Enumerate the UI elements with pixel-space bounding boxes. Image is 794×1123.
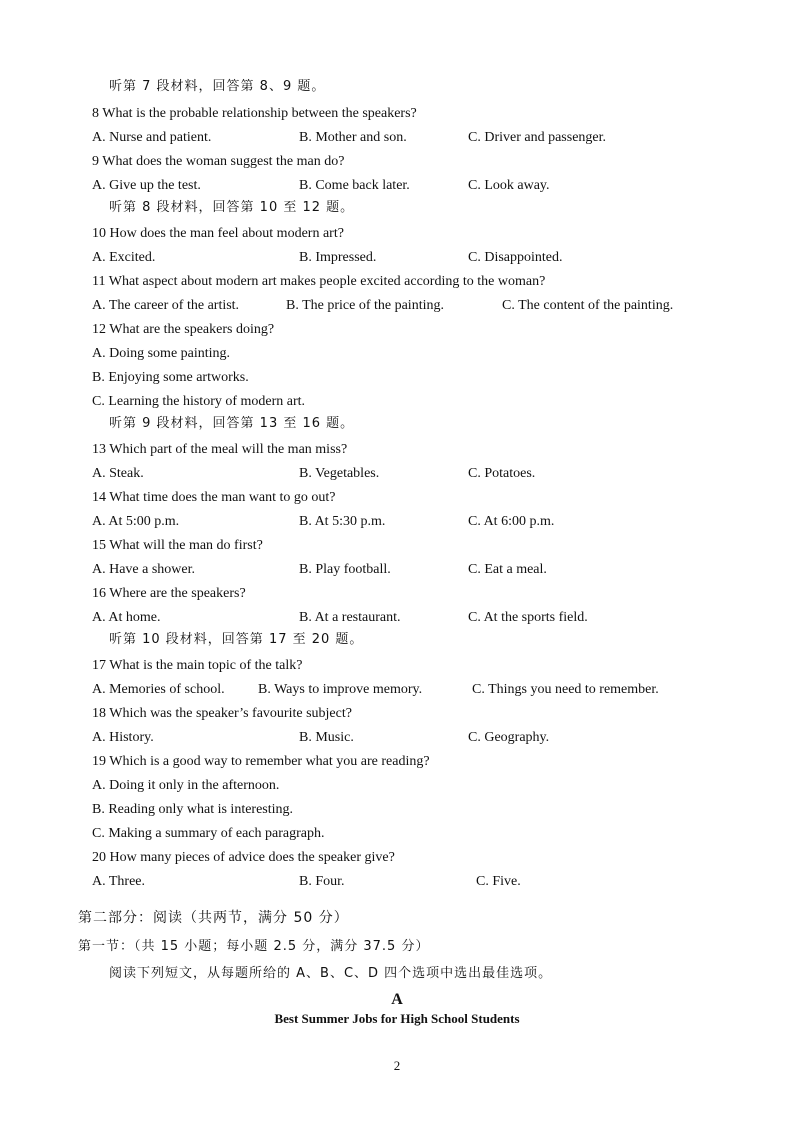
part-2-heading: 第二部分：阅读（共两节，满分 50 分） — [78, 910, 349, 926]
question-12-option-b: B. Enjoying some artworks. — [92, 370, 249, 385]
question-14-option-c: C. At 6:00 p.m. — [468, 514, 555, 529]
question-14-option-a: A. At 5:00 p.m. — [92, 514, 180, 529]
reading-instruction: 阅读下列短文，从每题所给的 A、B、C、D 四个选项中选出最佳选项。 — [109, 966, 553, 981]
question-18-option-b: B. Music. — [299, 730, 354, 745]
question-20-stem: 20 How many pieces of advice does the speaker give? — [92, 850, 395, 865]
question-13-option-b: B. Vegetables. — [299, 466, 380, 481]
question-20-option-a: A. Three. — [92, 874, 145, 889]
question-15-option-a: A. Have a shower. — [92, 562, 196, 577]
question-18-option-c: C. Geography. — [468, 730, 550, 745]
passage-letter: A — [391, 991, 403, 1008]
question-15-stem: 15 What will the man do first? — [92, 538, 263, 553]
question-13-option-c: C. Potatoes. — [468, 466, 536, 481]
question-13-stem: 13 Which part of the meal will the man miss? — [92, 442, 348, 457]
question-8-stem: 8 What is the probable relationship between the speakers? — [92, 106, 417, 121]
question-17-option-b: B. Ways to improve memory. — [258, 682, 423, 697]
question-12-option-a: A. Doing some painting. — [92, 346, 231, 361]
question-9-stem: 9 What does the woman suggest the man do? — [92, 154, 345, 169]
question-18-stem: 18 Which was the speaker’s favourite subject? — [92, 706, 352, 721]
question-8-option-c: C. Driver and passenger. — [468, 130, 607, 145]
question-8-option-a: A. Nurse and patient. — [92, 130, 212, 145]
question-16-option-a: A. At home. — [92, 610, 161, 625]
question-13-option-a: A. Steak. — [92, 466, 144, 481]
section-8-instruction: 听第 8 段材料，回答第 10 至 12 题。 — [109, 200, 355, 215]
question-8-option-b: B. Mother and son. — [299, 130, 407, 145]
question-17-option-a: A. Memories of school. — [92, 682, 225, 697]
question-19-option-b: B. Reading only what is interesting. — [92, 802, 294, 817]
section-1-heading: 第一节：（共 15 小题；每小题 2.5 分，满分 37.5 分） — [78, 939, 430, 954]
question-17-option-c: C. Things you need to remember. — [472, 682, 659, 697]
question-15-option-b: B. Play football. — [299, 562, 391, 577]
question-19-stem: 19 Which is a good way to remember what you are reading? — [92, 754, 430, 769]
question-16-stem: 16 Where are the speakers? — [92, 586, 246, 601]
section-10-instruction: 听第 10 段材料，回答第 17 至 20 题。 — [109, 632, 364, 647]
question-11-option-a: A. The career of the artist. — [92, 298, 240, 313]
question-19-option-a: A. Doing it only in the afternoon. — [92, 778, 280, 793]
section-9-instruction: 听第 9 段材料，回答第 13 至 16 题。 — [109, 416, 355, 431]
page-number: 2 — [393, 1058, 401, 1073]
question-20-option-b: B. Four. — [299, 874, 345, 889]
question-9-option-a: A. Give up the test. — [92, 178, 201, 193]
question-12-option-c: C. Learning the history of modern art. — [92, 394, 306, 409]
question-10-option-b: B. Impressed. — [299, 250, 377, 265]
question-11-option-c: C. The content of the painting. — [502, 298, 674, 313]
passage-title: Best Summer Jobs for High School Students — [274, 1011, 520, 1026]
question-15-option-c: C. Eat a meal. — [468, 562, 547, 577]
question-11-option-b: B. The price of the painting. — [286, 298, 444, 313]
question-19-option-c: C. Making a summary of each paragraph. — [92, 826, 325, 841]
question-17-stem: 17 What is the main topic of the talk? — [92, 658, 303, 673]
question-10-stem: 10 How does the man feel about modern art? — [92, 226, 344, 241]
question-9-option-c: C. Look away. — [468, 178, 550, 193]
question-20-option-c: C. Five. — [476, 874, 521, 889]
section-7-instruction: 听第 7 段材料，回答第 8、9 题。 — [109, 79, 326, 94]
question-16-option-b: B. At a restaurant. — [299, 610, 401, 625]
question-10-option-c: C. Disappointed. — [468, 250, 563, 265]
question-18-option-a: A. History. — [92, 730, 154, 745]
question-9-option-b: B. Come back later. — [299, 178, 410, 193]
question-16-option-c: C. At the sports field. — [468, 610, 588, 625]
question-11-stem: 11 What aspect about modern art makes people excited according to the woman? — [92, 274, 546, 289]
question-14-stem: 14 What time does the man want to go out? — [92, 490, 336, 505]
question-12-stem: 12 What are the speakers doing? — [92, 322, 275, 337]
question-10-option-a: A. Excited. — [92, 250, 156, 265]
question-14-option-b: B. At 5:30 p.m. — [299, 514, 386, 529]
